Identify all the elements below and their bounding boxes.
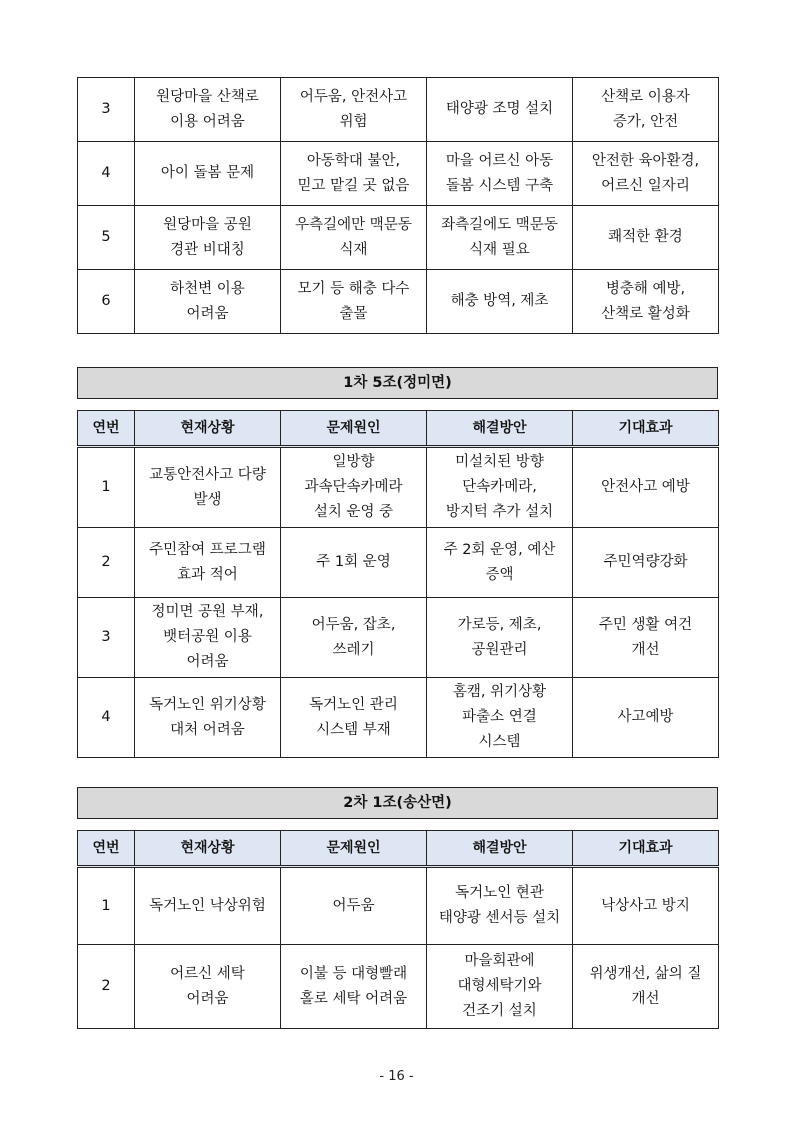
problem-cause: 어두움, 안전사고 위험 — [281, 78, 427, 142]
solution: 태양광 조명 설치 — [427, 78, 573, 142]
current-situation: 어르신 세탁 어려움 — [135, 945, 281, 1029]
header-cause: 문제원인 — [281, 831, 427, 867]
row-number: 2 — [78, 945, 135, 1029]
expected-effect: 사고예방 — [573, 678, 719, 758]
table-row — [78, 78, 719, 142]
current-situation: 정미면 공원 부재, 뱃터공원 이용 어려움 — [135, 598, 281, 678]
current-situation: 주민참여 프로그램 효과 적어 — [135, 528, 281, 598]
solution: 마을회관에 대형세탁기와 건조기 설치 — [427, 945, 573, 1029]
solution: 좌측길에도 맥문동 식재 필요 — [427, 206, 573, 270]
row-number: 4 — [78, 142, 135, 206]
current-situation: 하천변 이용 어려움 — [135, 270, 281, 334]
jeongmi-table — [77, 410, 719, 758]
solution: 마을 어르신 아동 돌봄 시스템 구축 — [427, 142, 573, 206]
problem-cause: 어두움, 잡초, 쓰레기 — [281, 598, 427, 678]
header-situation: 현재상황 — [135, 411, 281, 447]
table-row — [78, 142, 719, 206]
row-number: 5 — [78, 206, 135, 270]
problem-cause: 이불 등 대형빨래 홀로 세탁 어려움 — [281, 945, 427, 1029]
table-row — [78, 447, 719, 528]
problem-cause: 아동학대 불안, 믿고 맡길 곳 없음 — [281, 142, 427, 206]
expected-effect: 주민역량강화 — [573, 528, 719, 598]
table-row — [78, 598, 719, 678]
section-title-songsan: 2차 1조(송산면) — [77, 787, 718, 819]
expected-effect: 낙상사고 방지 — [573, 867, 719, 945]
problem-cause: 일방향 과속단속카메라 설치 운영 중 — [281, 447, 427, 528]
current-situation: 아이 돌봄 문제 — [135, 142, 281, 206]
solution: 홈캠, 위기상황 파출소 연결 시스템 — [427, 678, 573, 758]
page-number: - 16 - — [379, 1069, 414, 1084]
row-number: 3 — [78, 78, 135, 142]
table-row — [78, 867, 719, 945]
problem-cause: 주 1회 운영 — [281, 528, 427, 598]
expected-effect: 안전한 육아환경, 어르신 일자리 — [573, 142, 719, 206]
header-no: 연번 — [78, 831, 135, 867]
header-no: 연번 — [78, 411, 135, 447]
current-situation: 교통안전사고 다량 발생 — [135, 447, 281, 528]
current-situation: 원당마을 공원 경관 비대칭 — [135, 206, 281, 270]
solution: 해충 방역, 제초 — [427, 270, 573, 334]
header-effect: 기대효과 — [573, 411, 719, 447]
row-number: 4 — [78, 678, 135, 758]
table-row — [78, 528, 719, 598]
expected-effect: 위생개선, 삶의 질 개선 — [573, 945, 719, 1029]
solution: 주 2회 운영, 예산 증액 — [427, 528, 573, 598]
problem-cause: 독거노인 관리 시스템 부재 — [281, 678, 427, 758]
row-number: 2 — [78, 528, 135, 598]
expected-effect: 쾌적한 환경 — [573, 206, 719, 270]
solution: 가로등, 제초, 공원관리 — [427, 598, 573, 678]
current-situation: 원당마을 산책로 이용 어려움 — [135, 78, 281, 142]
songsan-table — [77, 830, 719, 1029]
expected-effect: 안전사고 예방 — [573, 447, 719, 528]
row-number: 1 — [78, 447, 135, 528]
solution: 미설치된 방향 단속카메라, 방지턱 추가 설치 — [427, 447, 573, 528]
header-solution: 해결방안 — [427, 411, 573, 447]
row-number: 1 — [78, 867, 135, 945]
expected-effect: 산책로 이용자 증가, 안전 — [573, 78, 719, 142]
header-row — [78, 411, 719, 447]
expected-effect: 병충해 예방, 산책로 활성화 — [573, 270, 719, 334]
row-number: 3 — [78, 598, 135, 678]
expected-effect: 주민 생활 여건 개선 — [573, 598, 719, 678]
header-cause: 문제원인 — [281, 411, 427, 447]
table-row — [78, 270, 719, 334]
table-row — [78, 945, 719, 1029]
table-row — [78, 206, 719, 270]
header-effect: 기대효과 — [573, 831, 719, 867]
section-title-jeongmi: 1차 5조(정미면) — [77, 367, 718, 399]
table-row — [78, 678, 719, 758]
header-situation: 현재상황 — [135, 831, 281, 867]
top-table — [77, 77, 719, 334]
row-number: 6 — [78, 270, 135, 334]
problem-cause: 우측길에만 맥문동 식재 — [281, 206, 427, 270]
problem-cause: 어두움 — [281, 867, 427, 945]
problem-cause: 모기 등 해충 다수 출몰 — [281, 270, 427, 334]
header-solution: 해결방안 — [427, 831, 573, 867]
current-situation: 독거노인 위기상황 대처 어려움 — [135, 678, 281, 758]
solution: 독거노인 현관 태양광 센서등 설치 — [427, 867, 573, 945]
header-row — [78, 831, 719, 867]
current-situation: 독거노인 낙상위험 — [135, 867, 281, 945]
